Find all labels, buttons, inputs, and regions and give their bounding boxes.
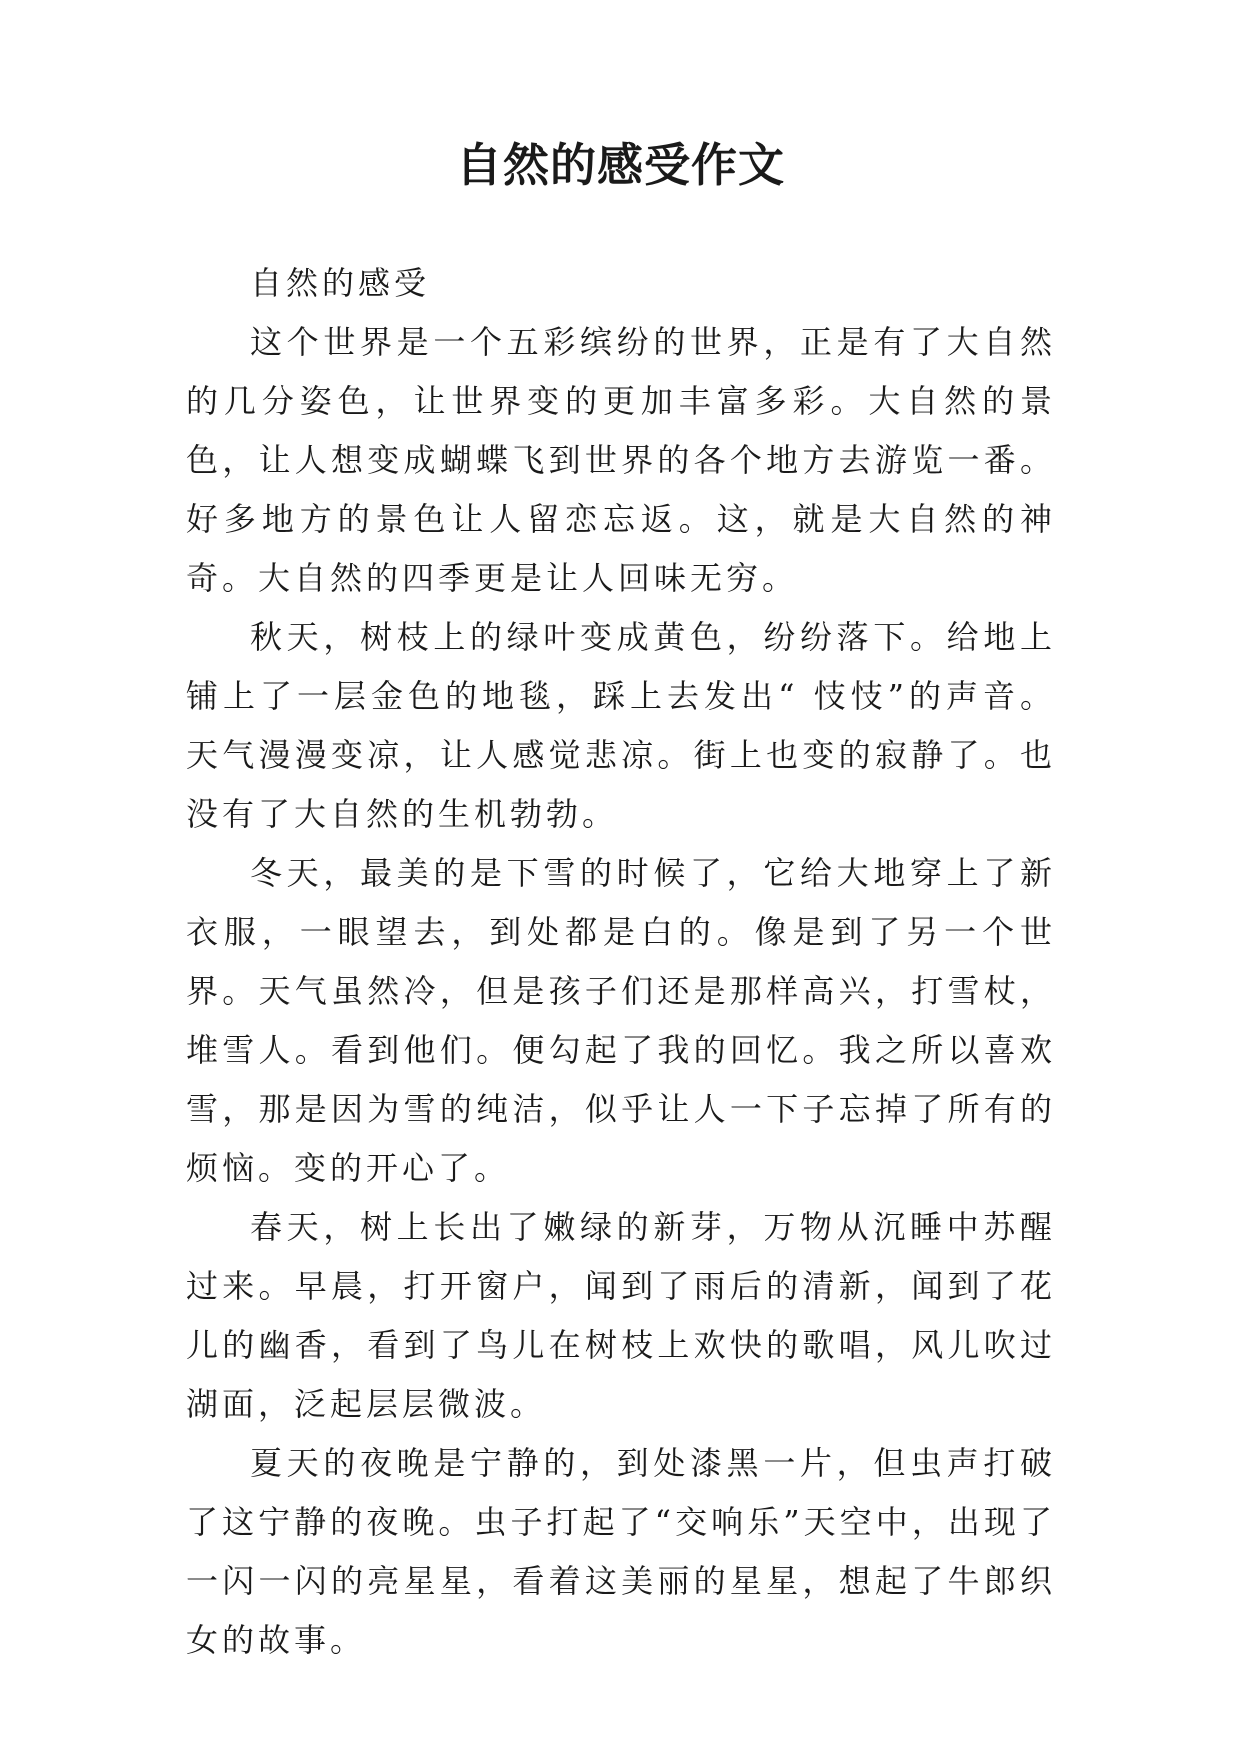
paragraph-autumn: 秋天，树枝上的绿叶变成黄色，纷纷落下。给地上铺上了一层金色的地毯，踩上去发出“ 忮忮”的声音。天气漫漫变凉，让人感觉悲凉。街上也变的寂静了。也没有了大自然的生机勃勃。 <box>186 618 1056 833</box>
essay-subtitle: 自然的感受 <box>250 264 431 302</box>
essay-body <box>186 254 1056 1670</box>
paragraph-intro: 这个世界是一个五彩缤纷的世界，正是有了大自然的几分姿色，让世界变的更加丰富多彩。大自然的景色，让人想变成蝴蝶飞到世界的各个地方去游览一番。好多地方的景色让人留恋忘返。这，就是大自然的神奇。大自然的四季更是让人回味无穷。 <box>186 323 1056 597</box>
page-title: 自然的感受作文 <box>456 138 785 192</box>
paragraph-summer: 夏天的夜晚是宁静的，到处漆黑一片，但虫声打破了这宁静的夜晚。虫子打起了“交响乐”天空中，出现了一闪一闪的亮星星，看着这美丽的星星，想起了牛郎织女的故事。 <box>186 1444 1056 1659</box>
paragraph-spring: 春天，树上长出了嫩绿的新芽，万物从沉睡中苏醒过来。早晨，打开窗户，闻到了雨后的清新，闻到了花儿的幽香，看到了鸟儿在树枝上欢快的歌唱，风儿吹过湖面，泛起层层微波。 <box>186 1208 1056 1423</box>
paragraph-winter: 冬天，最美的是下雪的时候了，它给大地穿上了新衣服，一眼望去，到处都是白的。像是到了另一个世界。天气虽然冷，但是孩子们还是那样高兴，打雪杖，堆雪人。看到他们。便勾起了我的回忆。我之所以喜欢雪，那是因为雪的纯洁，似乎让人一下子忘掉了所有的烦恼。变的开心了。 <box>186 854 1056 1187</box>
